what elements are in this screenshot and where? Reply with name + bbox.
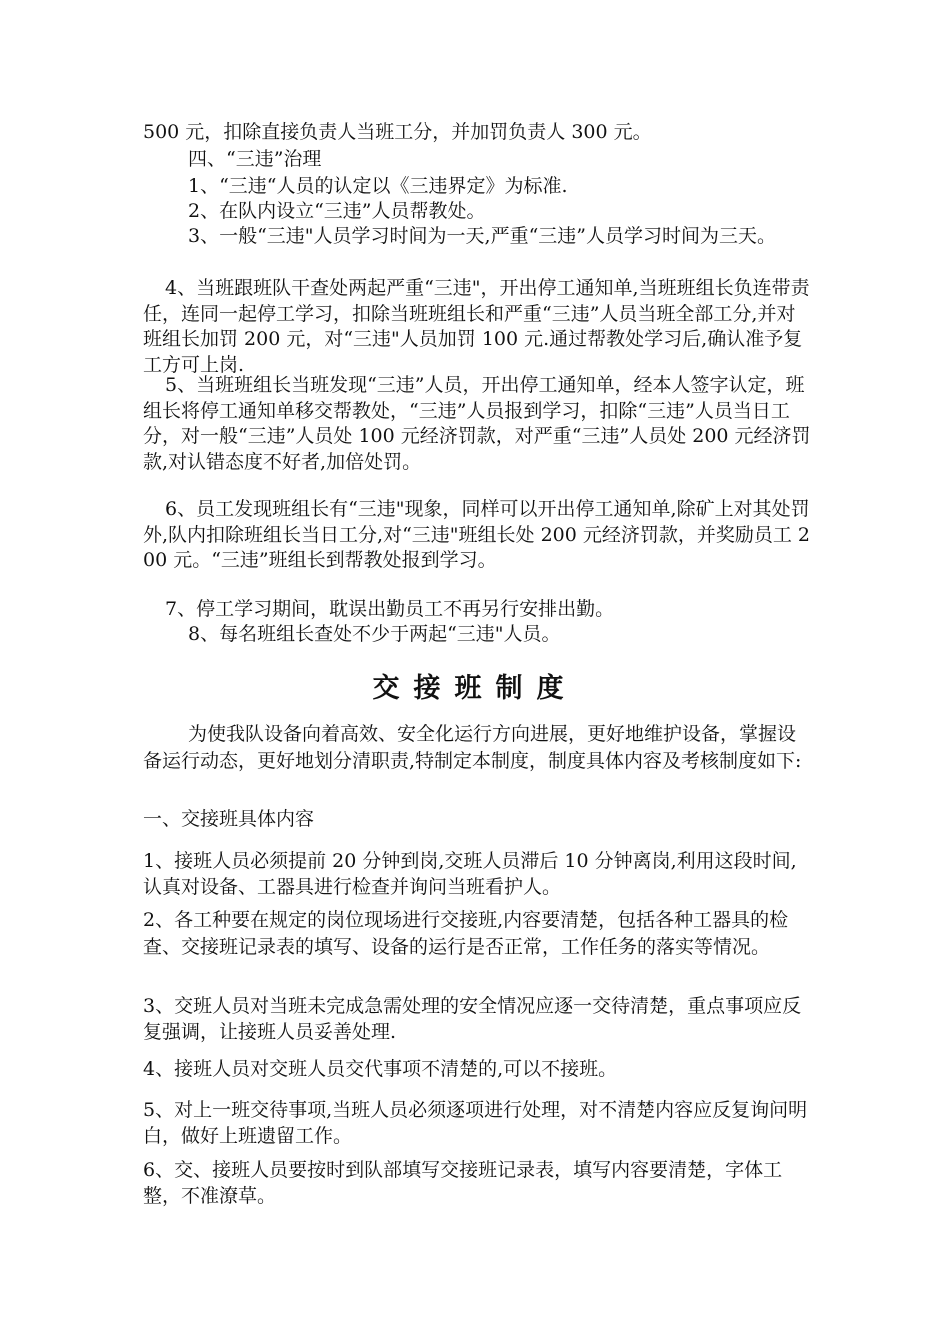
paragraph-penalty-continuation: 500 元，扣除直接负责人当班工分，并加罚负责人 300 元。: [143, 121, 652, 143]
rule-2: 2、各工种要在规定的岗位现场进行交接班,内容要清楚，包括各种工器具的检查、交接班记录表的填写、设备的运行是否正常，工作任务的落实等情况。: [143, 909, 789, 958]
list-item-3: 3、一般“三违"人员学习时间为一天,严重“三违”人员学习时间为三天。: [188, 225, 777, 247]
page-title: 交接班制度: [372, 673, 578, 704]
list-item-5: 5、当班班组长当班发现“三违”人员，开出停工通知单，经本人签字认定，班组长将停工通知单移交帮教处，“三违”人员报到学习，扣除“三违”人员当日工分，对一般“三违”人员处 100 元经济罚款，对严重“三违”人员处 200 元经济罚款,对认错态度不好者,加倍处罚。: [143, 374, 811, 473]
list-item-4: 4、当班跟班队干查处两起严重“三违"，开出停工通知单,当班班组长负连带责任，连同一起停工学习，扣除当班班组长和严重“三违”人员当班全部工分,并对班组长加罚 200 元，对“三违"人员加罚 100 元.通过帮教处学习后,确认准予复工方可上岗.: [143, 277, 810, 376]
list-item-8: 8、每名班组长查处不少于两起“三违"人员。: [188, 623, 561, 645]
intro-paragraph: 为使我队设备向着高效、安全化运行方向进展，更好地维护设备，掌握设备运行动态，更好地划分清职责,特制定本制度，制度具体内容及考核制度如下:: [143, 723, 802, 772]
list-item-6: 6、员工发现班组长有“三违"现象，同样可以开出停工通知单,除矿上对其处罚外,队内扣除班组长当日工分,对“三违"班组长处 200 元经济罚款，并奖励员工 200 元。“三违”班组长到帮教处报到学习。: [143, 498, 811, 571]
rule-4: 4、接班人员对交班人员交代事项不清楚的,可以不接班。: [143, 1058, 618, 1080]
list-item-1: 1、“三违“人员的认定以《三违界定》为标准.: [188, 175, 568, 197]
rule-3: 3、交班人员对当班未完成急需处理的安全情况应逐一交待清楚，重点事项应反复强调，让接班人员妥善处理.: [143, 995, 802, 1043]
section-heading-three-violations: 四、“三违”治理: [188, 148, 322, 170]
rule-1: 1、接班人员必须提前 20 分钟到岗,交班人员滞后 10 分钟离岗,利用这段时间,认真对设备、工器具进行检查并询问当班看护人。: [143, 850, 797, 898]
list-item-2: 2、在队内设立“三违”人员帮教处。: [188, 200, 486, 222]
rule-6: 6、交、接班人员要按时到队部填写交接班记录表，填写内容要清楚，字体工整，不准潦草。: [143, 1159, 783, 1207]
rule-5: 5、对上一班交待事项,当班人员必须逐项进行处理，对不清楚内容应反复询问明白，做好上班遗留工作。: [143, 1099, 808, 1147]
section-heading-handover: 一、交接班具体内容: [143, 808, 315, 830]
list-item-7: 7、停工学习期间，耽误出勤员工不再另行安排出勤。: [165, 598, 615, 620]
